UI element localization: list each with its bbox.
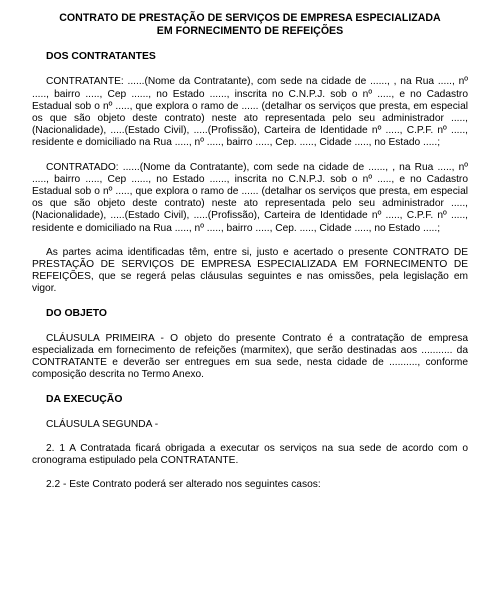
clause-title-segunda: CLÁUSULA SEGUNDA - bbox=[46, 418, 159, 430]
paragraph-item-2-2: 2.2 - Este Contrato poderá ser alterado nos seguintes casos: bbox=[46, 479, 321, 491]
paragraph-contratante: CONTRATANTE: ......(Nome da Contratante), com sede na cidade de ......, , na Rua ....., nº ....., bairro ....., Cep ......, no Estado ......, inscrita no C.N.P.J. sob o nº ....., e no Cadastro Estadual sob o nº ....., que explora o ramo de ...... (detalhar os serviços que presta, em especial os que são objeto deste contrato) neste ato representada pelo seu administrador ....., (Nacionalidade), .....(Estado Civil), .....(Profissão), Carteira de Identidade nº ....., C.P.F. nº ....., residente e domiciliado na Rua ....., nº ....., bairro ....., Cep. ....., Cidade ....., no Estado .....; bbox=[32, 76, 468, 149]
section-heading-contratantes: DOS CONTRATANTES bbox=[46, 51, 156, 63]
paragraph-partes: As partes acima identificadas têm, entre si, justo e acertado o presente CONTRATO DE PRESTAÇÃO DE SERVIÇOS DE EMPRESA ESPECIALIZADA EM FORNECIMENTO DE REFEIÇÕES, que se regerá pelas cláusulas seguintes e nas omissões, pela legislação em vigor. bbox=[32, 246, 468, 295]
paragraph-item-2-1: 2. 1 A Contratada ficará obrigada a executar os serviços na sua sede de acordo com o cronograma estipulado pela CONTRATANTE. bbox=[32, 443, 468, 467]
document-title bbox=[32, 12, 468, 37]
section-heading-execucao: DA EXECUÇÃO bbox=[46, 393, 123, 405]
paragraph-contratado: CONTRATADO: ......(Nome da Contratante), com sede na cidade de ......, , na Rua ....., nº ....., bairro ....., Cep ......, no Estado ......, inscrita no C.N.P.J. sob o nº ....., e no Cadastro Estadual sob o nº ....., que explora o ramo de ...... (detalhar os serviços que presta, em especial os que são objeto deste contrato) neste ato representada pelo seu administrador ....., (Nacionalidade), .....(Estado Civil), .....(Profissão), Carteira de Identidade nº ....., C.P.F. nº ....., residente e domiciliado na Rua ....., nº ....., bairro ....., Cep. ....., Cidade ....., no Estado .....; bbox=[32, 161, 468, 234]
paragraph-clausula-primeira: CLÁUSULA PRIMEIRA - O objeto do presente Contrato é a contratação de empresa especializada em fornecimento de refeições (marmitex), que serão destinadas aos ........... da CONTRATANTE e deverão ser entregues em sua sede, nesta cidade de .........., conforme composição descrita no Termo Anexo. bbox=[32, 332, 468, 381]
title-line-1: CONTRATO DE PRESTAÇÃO DE SERVIÇOS DE EMPRESA ESPECIALIZADA bbox=[59, 12, 441, 24]
section-heading-objeto: DO OBJETO bbox=[46, 307, 108, 319]
title-line-2: EM FORNECIMENTO DE REFEIÇÕES bbox=[156, 24, 344, 37]
